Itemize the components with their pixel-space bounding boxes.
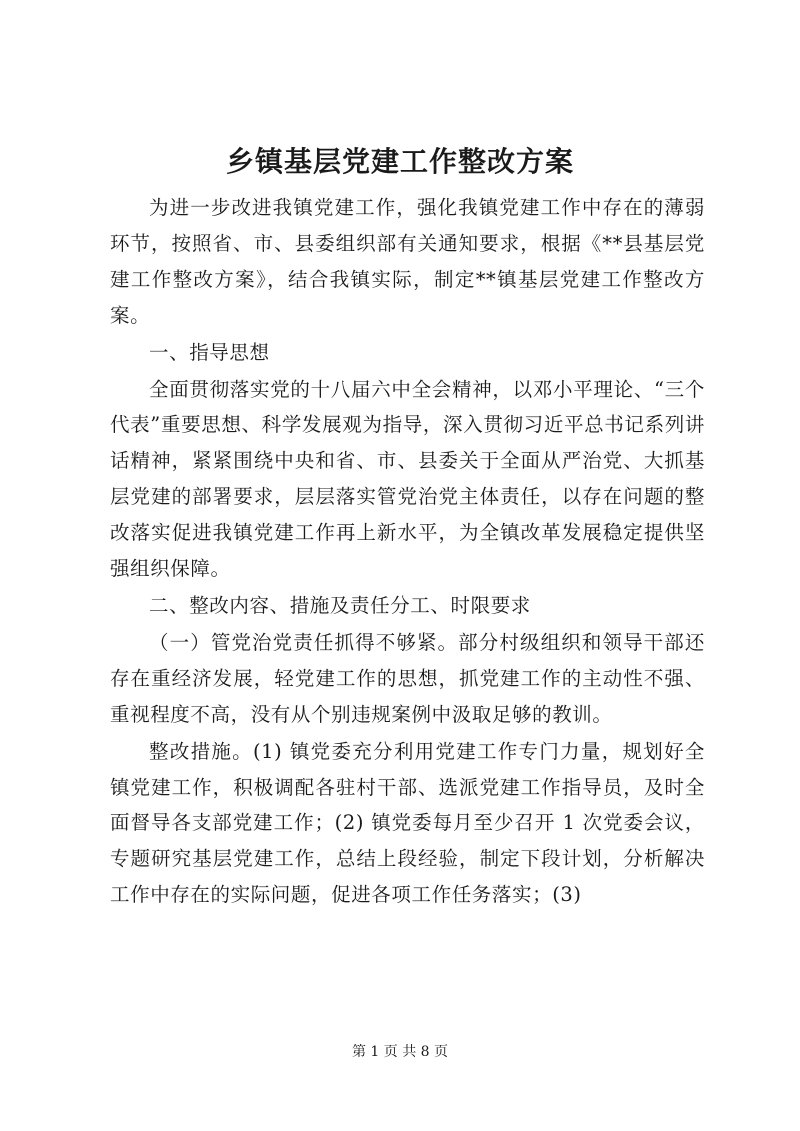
issue-one-paragraph: （一）管党治党责任抓得不够紧。部分村级组织和领导干部还存在重经济发展，轻党建工作的思想，抓党建工作的主动性不强、重视程度不高，没有从个别违规案例中汲取足够的教训。 [110, 630, 705, 726]
intro-paragraph: 为进一步改进我镇党建工作，强化我镇党建工作中存在的薄弱环节，按照省、市、县委组织部有关通知要求，根据《**县基层党建工作整改方案》，结合我镇实际，制定**镇基层党建工作整改方案。 [110, 196, 705, 327]
page-footer: 第 1 页 共 8 页 [351, 1044, 449, 1060]
document-body [110, 190, 705, 914]
guiding-ideology-paragraph: 全面贯彻落实党的十八届六中全会精神，以邓小平理论、“三个代表”重要思想、科学发展观为指导，深入贯彻习近平总书记系列讲话精神，紧紧围绕中央和省、市、县委关于全面从严治党、大抓基层党建的部署要求，层层落实管党治党主体责任，以存在问题的整改落实促进我镇党建工作再上新水平，为全镇改革发展稳定提供坚强组织保障。 [110, 377, 705, 581]
measures-paragraph: 整改措施。(1) 镇党委充分利用党建工作专门力量，规划好全镇党建工作，积极调配各驻村干部、选派党建工作指导员，及时全面督导各支部党建工作；(2) 镇党委每月至少召开 1 次党委会议，专题研究基层党建工作，总结上段经验，制定下段计划，分析解决工作中存在的实际问题，促进各项工作任务落实；(3) [110, 739, 705, 907]
page-title: 乡镇基层党建工作整改方案 [225, 145, 574, 178]
section-heading-rectification: 二、整改内容、措施及责任分工、时限要求 [149, 593, 531, 617]
section-heading-guiding-ideology: 一、指导思想 [149, 340, 270, 364]
